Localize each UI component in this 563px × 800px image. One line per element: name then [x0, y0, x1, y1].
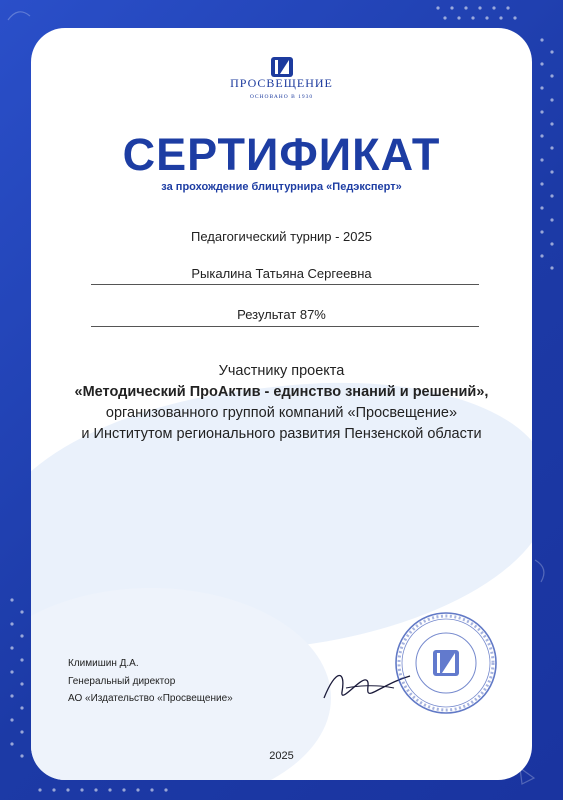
result: Результат 87%: [237, 307, 326, 322]
event-name: Педагогический турнир - 2025: [191, 229, 372, 244]
body-line-3: организованного группой компаний «Просвещение»: [105, 405, 458, 421]
signatory-position: Генеральный директор: [68, 676, 176, 687]
brand-name: ПРОСВЕЩЕНИЕ: [230, 76, 333, 90]
certificate-card: [31, 28, 532, 780]
brand-founded: ОСНОВАНО В 1930: [249, 94, 314, 100]
result-underline: [91, 326, 479, 327]
signatory-name: Климишин Д.А.: [68, 658, 139, 669]
body-line-1: Участнику проекта: [218, 363, 345, 379]
official-seal: [391, 608, 501, 718]
project-name: «Методический ПроАктив - единство знаний и решений»,: [74, 384, 489, 400]
certificate-title: СЕРТИФИКАТ: [122, 129, 441, 180]
certificate-subtitle: за прохождение блицтурнира «Педэксперт»: [161, 181, 402, 193]
recipient-underline: [91, 284, 479, 285]
recipient-name: Рыкалина Татьяна Сергеевна: [191, 266, 372, 281]
body-line-4: и Институтом регионального развития Пензенской области: [81, 426, 482, 442]
signatory-company: АО «Издательство «Просвещение»: [68, 693, 233, 704]
certificate-year: 2025: [269, 750, 294, 762]
